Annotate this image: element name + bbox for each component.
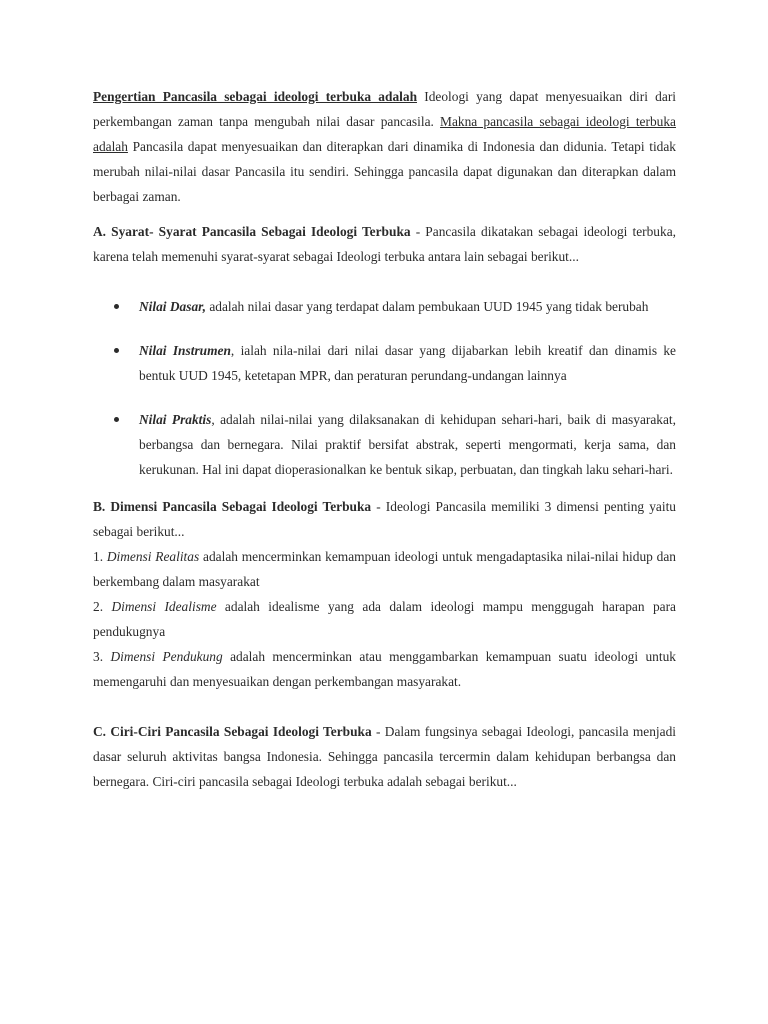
list-item-term: Nilai Praktis <box>139 412 212 427</box>
list-item <box>93 338 676 388</box>
item-term: Dimensi Pendukung <box>110 649 223 664</box>
list-item-term: Nilai Dasar, <box>139 299 206 314</box>
item-text: adalah mencerminkan atau menggambarkan kemampuan suatu ideologi untuk memengaruhi dan menyesuaikan dengan perkembangan masyarakat. <box>93 649 676 689</box>
item-number: 3. <box>93 649 111 664</box>
intro-paragraph <box>93 84 676 209</box>
list-item-text: , ialah nila-nilai dari nilai dasar yang dijabarkan lebih kreatif dan dinamis ke bentuk UUD 1945, ketetapan MPR, dan peraturan perundang-undangan lainnya <box>139 343 676 383</box>
section-c-paragraph <box>93 719 676 794</box>
intro-text-2: Pancasila dapat menyesuaikan dan diterapkan dari dinamika di Indonesia dan didunia. Tetapi tidak merubah nilai-nilai dasar Pancasila itu sendiri. Sehingga pancasila dapat digunakan dan diterapkan dalam berbagai zaman. <box>93 139 676 204</box>
document-page <box>93 84 676 794</box>
item-term: Dimensi Realitas <box>106 549 200 564</box>
section-a-heading: A. Syarat- Syarat Pancasila Sebagai Ideologi Terbuka <box>93 224 411 239</box>
bullet-icon <box>114 417 119 422</box>
item-text: adalah idealisme yang ada dalam ideologi mampu menggugah harapan para pendukugnya <box>93 599 676 639</box>
bullet-icon <box>114 348 119 353</box>
nilai-list <box>93 294 676 482</box>
numbered-item <box>93 644 676 694</box>
intro-term: Pengertian Pancasila sebagai ideologi terbuka adalah <box>93 89 418 104</box>
intro-text-1: Ideologi yang dapat menyesuaikan diri dari perkembangan zaman tanpa mengubah nilai dasar pancasila. <box>93 89 676 129</box>
item-term: Dimensi Idealisme <box>111 599 217 614</box>
section-b-paragraph <box>93 494 676 544</box>
list-item-term: Nilai Instrumen <box>139 343 231 358</box>
section-b-heading: B. Dimensi Pancasila Sebagai Ideologi Terbuka <box>93 499 372 514</box>
bullet-icon <box>114 304 119 309</box>
intro-term-2: Makna pancasila sebagai ideologi terbuka adalah <box>93 114 676 154</box>
list-item-text: adalah nilai dasar yang terdapat dalam pembukaan UUD 1945 yang tidak berubah <box>205 299 649 314</box>
item-text: adalah mencerminkan kemampuan ideologi untuk mengadaptasika nilai-nilai hidup dan berkembang dalam masyarakat <box>93 549 677 589</box>
list-item <box>93 407 676 482</box>
item-number: 2. <box>93 599 112 614</box>
section-b-text: - Ideologi Pancasila memiliki 3 dimensi penting yaitu sebagai berikut... <box>93 499 676 539</box>
numbered-item <box>93 544 676 594</box>
section-c-text: - Dalam fungsinya sebagai Ideologi, pancasila menjadi dasar seluruh aktivitas bangsa Indonesia. Sehingga pancasila tercermin dalam kehidupan berbangsa dan bernegara. Ciri-ciri pancasila sebagai Ideologi terbuka adalah sebagai berikut... <box>93 724 676 789</box>
section-a-text: - Pancasila dikatakan sebagai ideologi terbuka, karena telah memenuhi syarat-syarat sebagai Ideologi terbuka antara lain sebagai berikut... <box>93 224 676 264</box>
section-a-paragraph <box>93 219 676 269</box>
list-item <box>93 294 676 319</box>
numbered-item <box>93 594 676 644</box>
list-item-text: , adalah nilai-nilai yang dilaksanakan di kehidupan sehari-hari, baik di masyarakat, berbangsa dan bernegara. Nilai praktif bersifat abstrak, seperti mengormati, kerja sama, dan kerukunan. Hal ini dapat dioperasionalkan ke bentuk sikap, perbuatan, dan tingkah laku sehari-hari. <box>139 412 676 477</box>
section-c-heading: C. Ciri-Ciri Pancasila Sebagai Ideologi Terbuka <box>93 724 372 739</box>
item-number: 1. <box>93 549 107 564</box>
